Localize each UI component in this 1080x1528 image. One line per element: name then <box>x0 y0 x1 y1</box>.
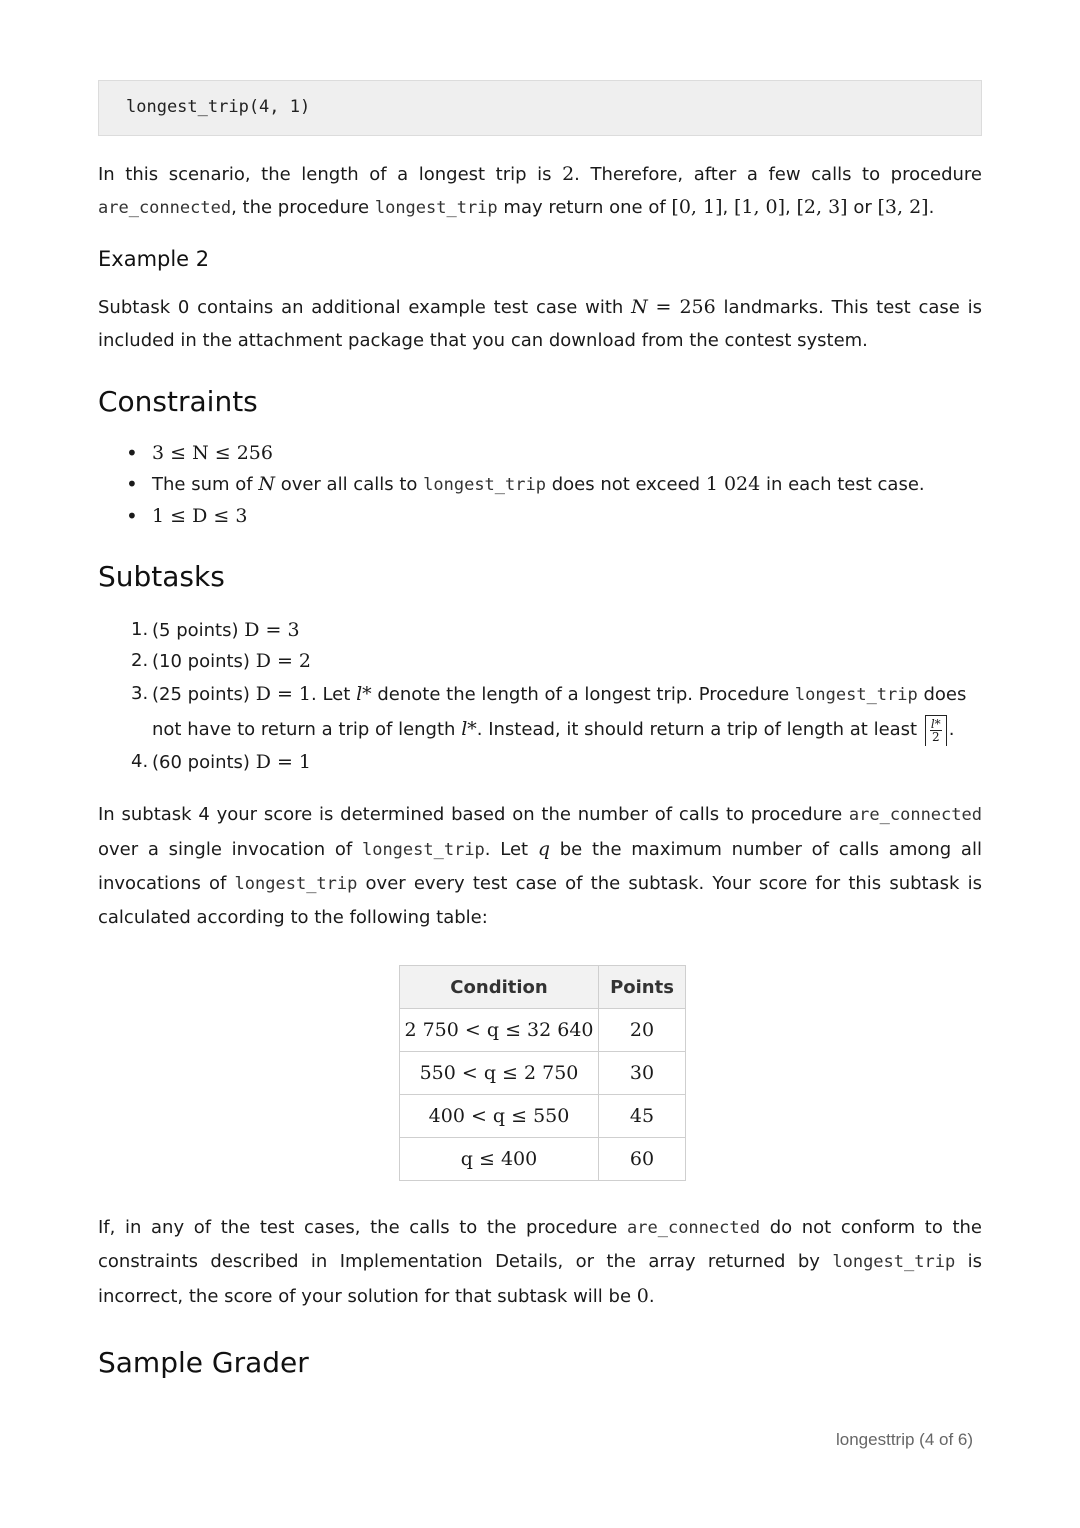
text: denote the length of a longest trip. Procedure <box>377 684 790 705</box>
code-longest-trip: longest_trip <box>374 198 498 218</box>
page-footer: longesttrip (4 of 6) <box>836 1430 974 1449</box>
math-condition: D = 1 <box>255 751 312 773</box>
table-cell: 20 <box>599 1009 686 1052</box>
text: . <box>948 719 955 740</box>
code-are-connected: are_connected <box>98 198 232 218</box>
math-value: 0 <box>636 1285 649 1307</box>
text: over a single invocation of <box>98 839 353 860</box>
text: over all calls to <box>280 474 418 495</box>
code-longest-trip: longest_trip <box>234 874 358 894</box>
table-cell: 550 < q ≤ 2 750 <box>400 1052 599 1095</box>
text: does not have to return a trip of length <box>152 684 967 740</box>
text: , the procedure <box>231 197 370 218</box>
subtask-points: (60 points) <box>152 752 250 773</box>
text: does not exceed <box>551 474 701 495</box>
text: . Therefore, after a few calls to procedure <box>574 164 982 185</box>
math-constraint: 1 ≤ D ≤ 3 <box>152 505 248 527</box>
text: landmarks. This test case is included in the attachment package that you can download from the contest system. <box>98 297 982 351</box>
math-trip: [2, 3] <box>796 196 848 218</box>
invalid-paragraph <box>98 1211 982 1314</box>
text: In subtask 4 your score is determined based on the number of calls to procedure <box>98 804 843 825</box>
text: is incorrect, the score of your solution for that subtask will be <box>98 1251 982 1307</box>
constraints-heading: Constraints <box>98 385 258 418</box>
code-longest-trip: longest_trip <box>832 1252 956 1272</box>
math-var: l* <box>356 683 372 705</box>
subtask-number: 1. <box>131 619 149 640</box>
table-cell: 45 <box>599 1095 686 1138</box>
table-cell: 400 < q ≤ 550 <box>400 1095 599 1138</box>
text: Subtask 0 contains an additional example test case with <box>98 297 624 318</box>
table-row <box>400 1138 686 1181</box>
table-header-row <box>400 966 686 1009</box>
text: or <box>853 197 872 218</box>
math-condition: D = 3 <box>244 619 300 641</box>
math-trip: [3, 2] <box>877 196 929 218</box>
math-condition: D = 2 <box>255 650 312 672</box>
subtask-number: 2. <box>131 650 149 671</box>
math-var: N <box>258 473 275 495</box>
table-header: Points <box>599 966 686 1009</box>
subtask-item <box>98 677 982 747</box>
text: be the maximum number of calls among all invocations of <box>98 839 982 894</box>
math-value: 2 <box>562 163 575 185</box>
table-cell: 60 <box>599 1138 686 1181</box>
subtasks-heading: Subtasks <box>98 560 225 593</box>
table-cell: 2 750 < q ≤ 32 640 <box>400 1009 599 1052</box>
subtasks-list <box>98 615 982 778</box>
subtask-item <box>98 747 982 778</box>
scoring-paragraph <box>98 798 982 935</box>
text: If, in any of the test cases, the calls to the procedure <box>98 1217 618 1238</box>
example1-paragraph: In this scenario, the length of a longest trip is 2. Therefore, after a few calls to procedure are_connected, the procedure longest_trip may return one of [0, 1], [1, 0], [2, 3] or [3, 2]. <box>98 163 982 218</box>
math-condition: D = 1 <box>255 683 312 705</box>
subtask-item <box>98 646 982 677</box>
frac-denominator: 2 <box>931 729 940 744</box>
ceil-fraction <box>925 715 947 746</box>
sample-grader-heading: Sample Grader <box>98 1346 309 1379</box>
text: do not conform to the constraints described in Implementation Details, or the array returned by <box>98 1217 982 1272</box>
subtask-points: (25 points) <box>152 684 250 705</box>
text: In this scenario, the length of a longest trip is <box>98 164 552 185</box>
math-var: q <box>537 838 551 860</box>
text: . Let <box>311 684 351 705</box>
text: over every test case of the subtask. Your score for this subtask is calculated according to the following table: <box>98 873 982 928</box>
code-are-connected: are_connected <box>627 1218 761 1238</box>
constraints-list <box>98 438 982 532</box>
code-longest-trip: longest_trip <box>423 475 546 495</box>
code-block: longest_trip(4, 1) <box>98 80 982 136</box>
subtask-number: 4. <box>131 751 149 772</box>
text: . Let <box>484 839 529 860</box>
table-cell: 30 <box>599 1052 686 1095</box>
code-longest-trip: longest_trip <box>361 840 485 860</box>
code-longest-trip: longest_trip <box>794 685 918 705</box>
list-item <box>98 438 982 469</box>
subtask-item <box>98 615 982 646</box>
page-content <box>98 80 982 1379</box>
text: . Instead, it should return a trip of length at least <box>476 719 918 740</box>
text: may return one of <box>503 197 666 218</box>
subtask-number: 3. <box>131 683 149 704</box>
table-cell: q ≤ 400 <box>400 1138 599 1181</box>
frac-numerator: l* <box>930 716 941 731</box>
example2-paragraph <box>98 291 982 357</box>
code-are-connected: are_connected <box>848 805 982 825</box>
table-row <box>400 1095 686 1138</box>
list-item <box>98 469 982 501</box>
math-var: l* <box>461 718 477 740</box>
score-table <box>399 965 686 1181</box>
math-trip: [0, 1] <box>671 196 723 218</box>
math-value: = 256 <box>655 296 716 318</box>
subtask-points: (5 points) <box>152 620 239 641</box>
text: The sum of <box>152 474 253 495</box>
math-var: N <box>631 296 648 318</box>
table-header: Condition <box>400 966 599 1009</box>
table-row <box>400 1052 686 1095</box>
text: in each test case. <box>765 474 925 495</box>
math-trip: [1, 0] <box>733 196 786 218</box>
table-row <box>400 1009 686 1052</box>
math-constraint: 3 ≤ N ≤ 256 <box>152 442 273 464</box>
text: . <box>648 1286 655 1307</box>
math-value: 1 024 <box>705 473 761 495</box>
list-item <box>98 501 982 532</box>
subtask-points: (10 points) <box>152 651 250 672</box>
example2-heading: Example 2 <box>98 247 210 271</box>
